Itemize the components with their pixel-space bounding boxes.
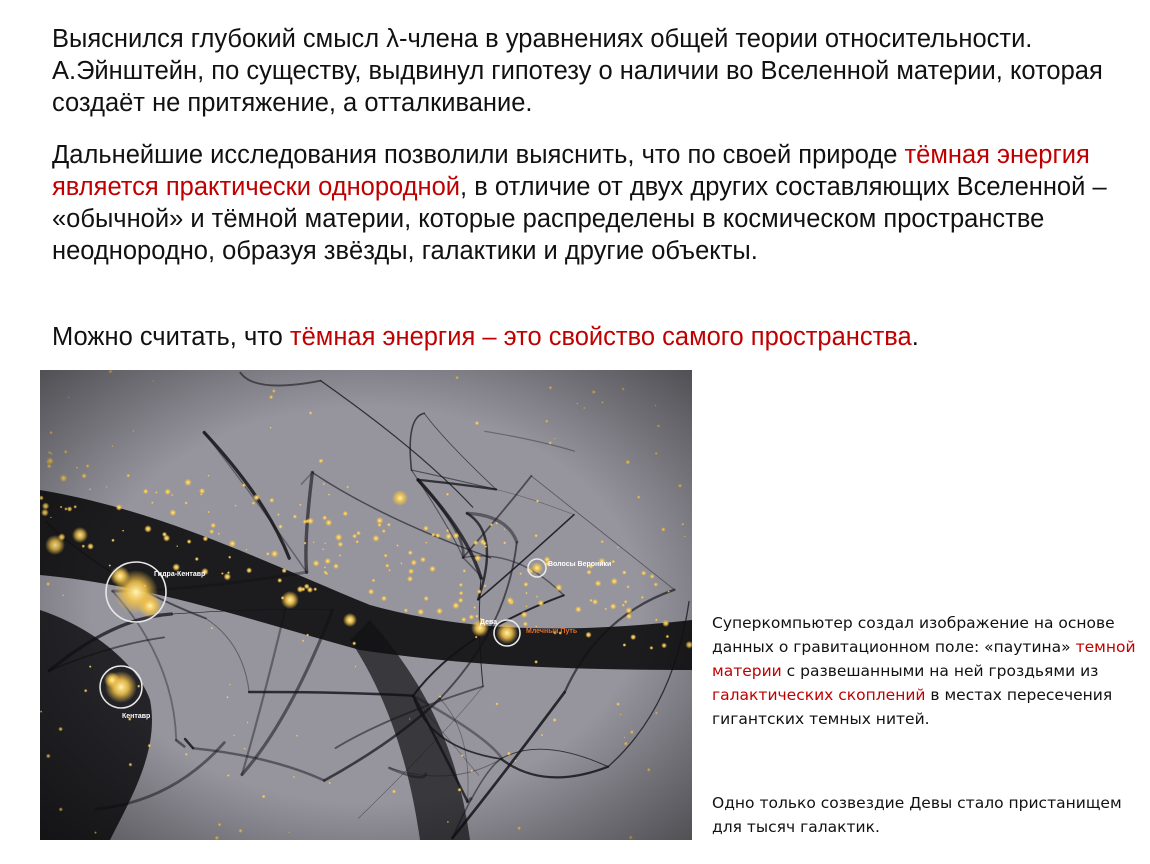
- caption-highlight-clusters: галактических скоплений: [712, 686, 926, 704]
- space-property-paragraph: [52, 321, 1132, 353]
- virgo-caption: Одно только созвездие Девы стало пристанищем для тысяч галактик.: [712, 794, 1122, 836]
- caption-highlight-dark-matter: темной материи: [712, 638, 1136, 680]
- space-property-text-1: Можно считать, что: [52, 323, 290, 351]
- dark-energy-text-2: , в отличие от двух других составляющих Вселенной – «обычной» и тёмной материи, которые распределены в космическом пространстве неоднородно, образуя звёзды, галактики и другие объекты.: [52, 173, 1107, 265]
- dark-energy-paragraph: [52, 139, 1132, 267]
- image-caption: [712, 611, 1142, 731]
- caption-text-1: Суперкомпьютер создал изображение на основе данных о гравитационном поле: «паутина»: [712, 614, 1115, 656]
- dark-energy-text-1: Дальнейшие исследования позволили выяснить, что по своей природе: [52, 141, 905, 169]
- space-property-highlight: тёмная энергия – это свойство самого пространства: [289, 323, 912, 351]
- caption-text-2: с развешанными на ней гроздьями из: [781, 662, 1099, 680]
- dark-matter-web-image: [40, 370, 692, 840]
- dark-energy-highlight: тёмная энергия является практически однородной: [52, 141, 1090, 201]
- intro-paragraph: Выяснился глубокий смысл λ-члена в уравнениях общей теории относительности. А.Эйнштейн, по существу, выдвинул гипотезу о наличии во Вселенной материи, которая создаёт не притяжение, а отталкивание.: [52, 25, 1103, 117]
- caption-text-3: в местах пересечения гигантских темных нитей.: [712, 686, 1113, 728]
- space-property-text-2: .: [911, 323, 919, 351]
